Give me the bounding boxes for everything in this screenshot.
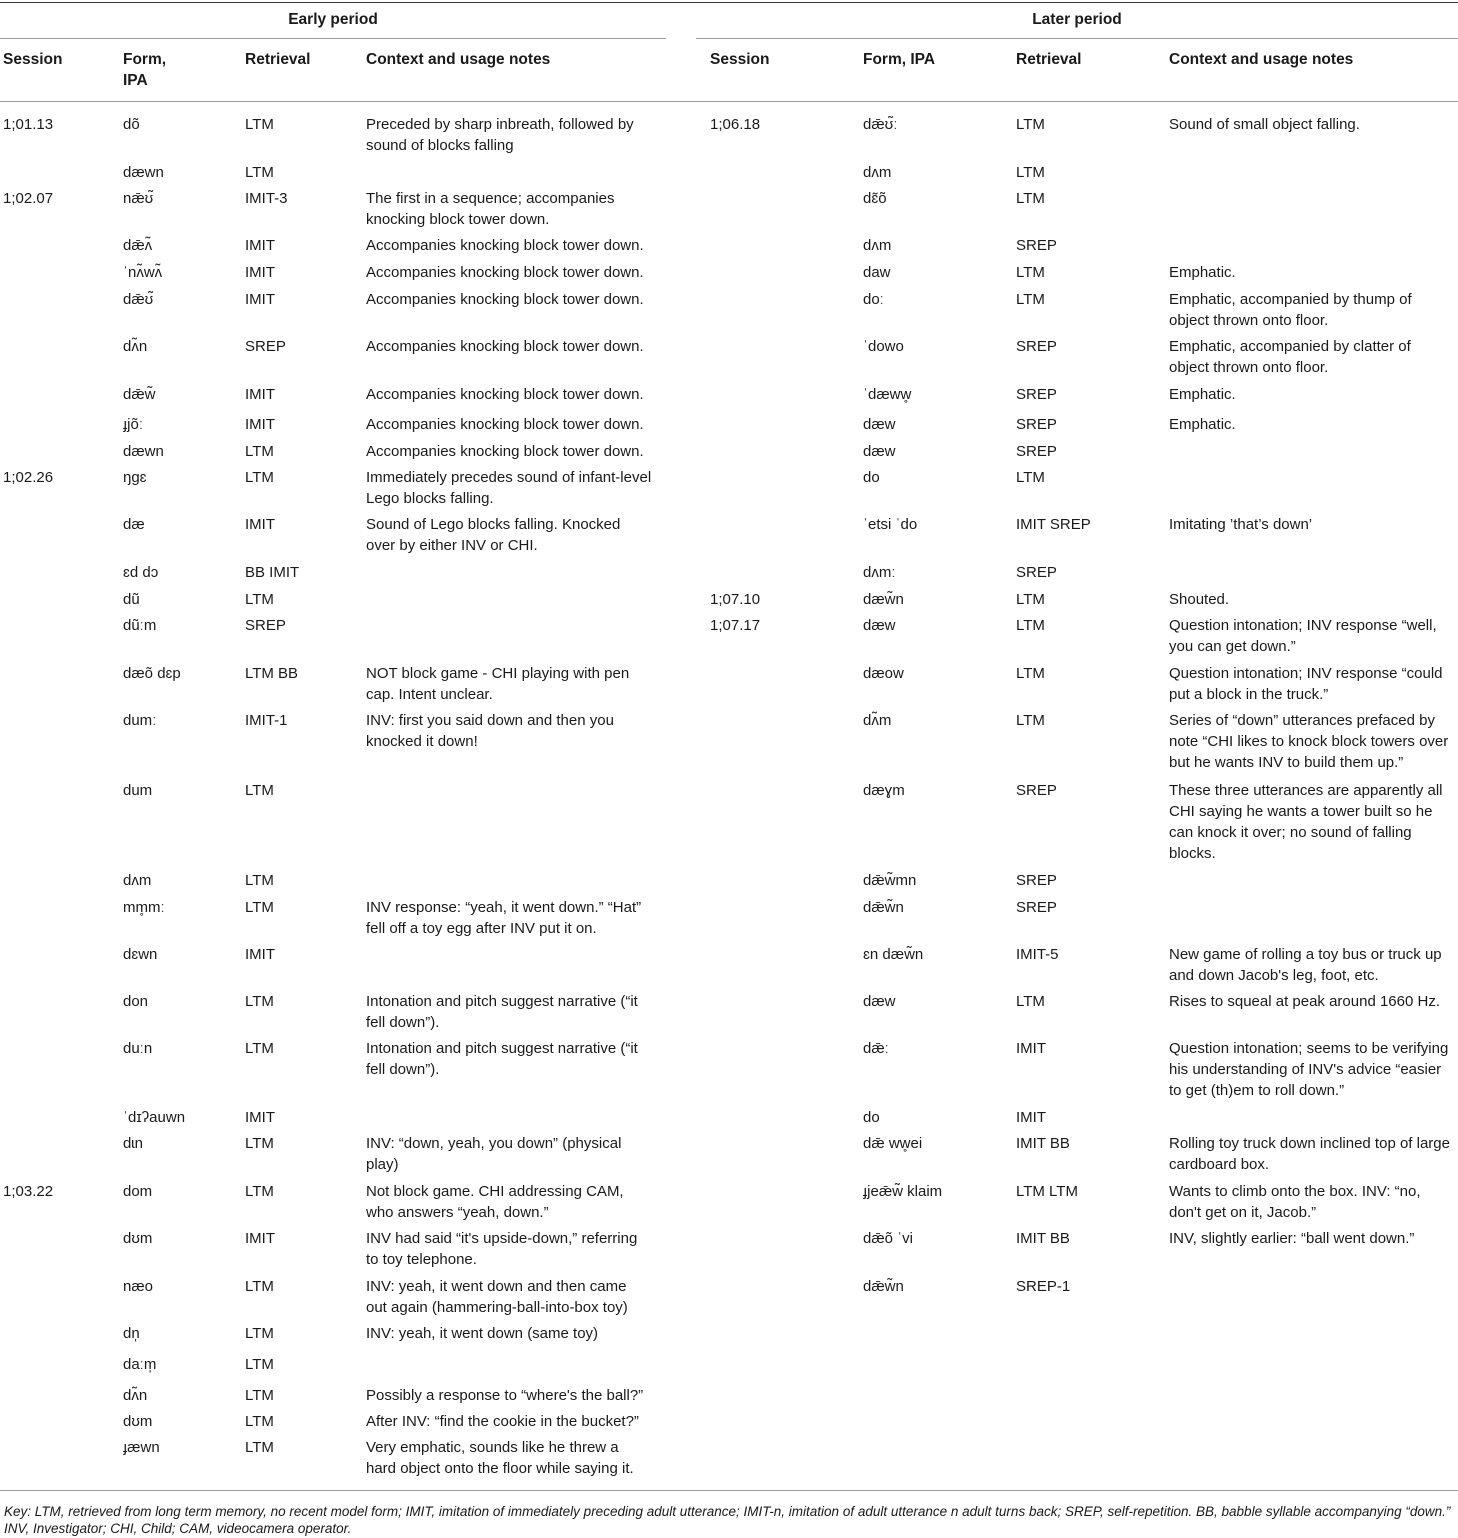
early-form-cell: nǣʊ̃	[123, 190, 154, 207]
early-form-cell: dæ	[123, 516, 145, 533]
later-retrieval-cell: LTM LTM	[1016, 1183, 1078, 1200]
early-retrieval-cell: LTM	[245, 1356, 274, 1373]
early-retrieval-cell: IMIT	[245, 291, 275, 308]
early-retrieval-cell: IMIT	[245, 516, 275, 533]
early-session-cell: 1;03.22	[3, 1183, 54, 1200]
later-retrieval-cell: LTM	[1016, 264, 1045, 281]
later-retrieval-cell: SREP	[1016, 872, 1057, 889]
later-retrieval-cell: LTM	[1016, 291, 1045, 308]
later-form-cell: do	[863, 1109, 880, 1126]
later-retrieval-cell: SREP	[1016, 443, 1057, 460]
later-notes-header: Context and usage notes	[1169, 51, 1354, 68]
early-retrieval-cell: LTM	[245, 899, 274, 916]
early-form-cell: dn̩	[123, 1325, 140, 1342]
early-notes-cell: NOT block game - CHI playing with pen cap. Intent unclear.	[366, 665, 630, 703]
early-notes-cell: INV had said “it's upside-down,” referring to toy telephone.	[366, 1230, 638, 1268]
later-retrieval-cell: SREP	[1016, 899, 1057, 916]
later-form-cell: dæw	[863, 993, 896, 1010]
early-notes-header: Context and usage notes	[366, 51, 551, 68]
later-retrieval-cell: IMIT BB	[1016, 1230, 1070, 1247]
later-form-cell: dǣː	[863, 1040, 889, 1057]
table-bottom-rule	[0, 1490, 1458, 1491]
early-retrieval-header: Retrieval	[245, 51, 311, 68]
early-retrieval-cell: IMIT	[245, 237, 275, 254]
early-form-cell: dũːm	[123, 617, 157, 634]
early-form-cell: ˈnʌ̃wʌ̃	[123, 264, 163, 281]
later-notes-cell: Rises to squeal at peak around 1660 Hz.	[1169, 993, 1441, 1010]
later-form-cell: do	[863, 469, 880, 486]
later-form-cell: dǣ ww̥ei	[863, 1135, 923, 1152]
early-notes-cell: Accompanies knocking block tower down.	[366, 264, 644, 281]
later-retrieval-cell: LTM	[1016, 164, 1045, 181]
early-retrieval-cell: LTM	[245, 591, 274, 608]
later-retrieval-cell: LTM	[1016, 190, 1045, 207]
early-retrieval-cell: SREP	[245, 338, 286, 355]
early-retrieval-cell: LTM	[245, 1325, 274, 1342]
later-form-cell: dǣw̃n	[863, 899, 904, 916]
early-retrieval-cell: LTM	[245, 993, 274, 1010]
early-form-cell: dæwn	[123, 164, 164, 181]
early-form-cell: dɩn	[123, 1135, 144, 1152]
later-form-cell: dʌmː	[863, 564, 896, 581]
later-retrieval-cell: IMIT	[1016, 1040, 1046, 1057]
early-retrieval-cell: LTM	[245, 116, 274, 133]
later-retrieval-cell: LTM	[1016, 469, 1045, 486]
early-retrieval-cell: SREP	[245, 617, 286, 634]
later-retrieval-cell: IMIT-5	[1016, 946, 1059, 963]
later-form-cell: doː	[863, 291, 884, 308]
later-retrieval-cell: IMIT	[1016, 1109, 1046, 1126]
early-notes-cell: Accompanies knocking block tower down.	[366, 416, 644, 433]
early-notes-cell: Accompanies knocking block tower down.	[366, 291, 644, 308]
later-form-cell: ɟjeǣw̃ klaim	[863, 1183, 943, 1200]
early-period-rule	[0, 38, 666, 39]
early-notes-cell: Very emphatic, sounds like he threw a hard object onto the floor while saying it.	[366, 1439, 634, 1477]
early-form-cell: dæõ dɛp	[123, 665, 181, 682]
later-retrieval-cell: LTM	[1016, 993, 1045, 1010]
later-form-cell: ˈdæww̥	[863, 386, 912, 403]
later-retrieval-cell: SREP	[1016, 564, 1057, 581]
early-retrieval-cell: LTM BB	[245, 665, 299, 682]
later-notes-cell: These three utterances are apparently all CHI saying he wants a tower built so he can knock it over; no sound of falling blocks.	[1169, 782, 1443, 862]
early-retrieval-cell: LTM	[245, 164, 274, 181]
early-form-cell: dʊm	[123, 1230, 153, 1247]
early-retrieval-cell: IMIT	[245, 1230, 275, 1247]
early-retrieval-cell: IMIT	[245, 386, 275, 403]
later-form-cell: dǣw̃n	[863, 1278, 904, 1295]
early-form-cell: dom	[123, 1183, 153, 1200]
later-notes-cell: Question intonation; seems to be verifying his understanding of INV's advice “easier to get (th)em to roll down.”	[1169, 1040, 1449, 1099]
later-notes-cell: Rolling toy truck down inclined top of large cardboard box.	[1169, 1135, 1450, 1173]
later-retrieval-cell: SREP	[1016, 782, 1057, 799]
early-notes-cell: INV response: “yeah, it went down.” “Hat” fell off a toy egg after INV put it on.	[366, 899, 642, 937]
early-form-cell: dʊm	[123, 1413, 153, 1430]
later-retrieval-cell: LTM	[1016, 116, 1045, 133]
early-retrieval-cell: LTM	[245, 1135, 274, 1152]
early-notes-cell: Accompanies knocking block tower down.	[366, 386, 644, 403]
early-notes-cell: Intonation and pitch suggest narrative (“it fell down”).	[366, 993, 638, 1031]
table-key-footnote: Key: LTM, retrieved from long term memory, no recent model form; IMIT, imitation of immediately preceding adult utterance; IMIT-n, imitation of adult utterance n adult turns back; SREP, self-repetition. BB, babble syllable accompanying “down.” INV, Investigator; CHI, Child; CAM, videocamera operator.	[4, 1504, 1451, 1536]
header-bottom-rule	[0, 101, 1458, 102]
early-notes-cell: INV: first you said down and then you knocked it down!	[366, 712, 614, 750]
later-notes-cell: Shouted.	[1169, 591, 1230, 608]
early-notes-cell: Possibly a response to “where's the ball?”	[366, 1387, 644, 1404]
later-notes-cell: Series of “down” utterances prefaced by note “CHI likes to knock block towers over but he wants INV to build them up.”	[1169, 712, 1449, 771]
later-form-cell: dæɣm	[863, 782, 905, 799]
early-notes-cell: After INV: “find the cookie in the bucket?”	[366, 1413, 639, 1430]
early-session-cell: 1;01.13	[3, 116, 54, 133]
later-notes-cell: Imitating ’that’s down’	[1169, 516, 1313, 533]
later-form-cell: dʌm	[863, 237, 892, 254]
later-retrieval-cell: LTM	[1016, 617, 1045, 634]
early-form-cell: dǣʊ̃	[123, 291, 154, 308]
early-notes-cell: INV: yeah, it went down and then came out again (hammering-ball-into-box toy)	[366, 1278, 628, 1316]
early-form-cell: dʌm	[123, 872, 152, 889]
early-session-cell: 1;02.26	[3, 469, 54, 486]
early-form-cell: ɟjõː	[123, 416, 144, 433]
early-retrieval-cell: LTM	[245, 872, 274, 889]
early-form-cell: duːn	[123, 1040, 153, 1057]
later-retrieval-cell: SREP	[1016, 416, 1057, 433]
later-retrieval-cell: IMIT SREP	[1016, 516, 1091, 533]
later-notes-cell: Question intonation; INV response “well, you can get down.”	[1169, 617, 1437, 655]
early-session-cell: 1;02.07	[3, 190, 54, 207]
early-notes-cell: Not block game. CHI addressing CAM, who answers “yeah, down.”	[366, 1183, 624, 1221]
later-form-cell: dæow	[863, 665, 904, 682]
later-retrieval-cell: LTM	[1016, 591, 1045, 608]
early-form-cell: dǣw̃	[123, 386, 156, 403]
later-notes-cell: Emphatic.	[1169, 386, 1236, 403]
early-form-cell: ŋgɛ	[123, 469, 147, 486]
early-retrieval-cell: LTM	[245, 1413, 274, 1430]
later-form-cell: ˈdowo	[863, 338, 904, 355]
early-notes-cell: Sound of Lego blocks falling. Knocked over by either INV or CHI.	[366, 516, 621, 554]
later-retrieval-header: Retrieval	[1016, 51, 1082, 68]
early-form-cell: dumː	[123, 712, 157, 729]
later-retrieval-cell: SREP	[1016, 386, 1057, 403]
early-form-cell: dum	[123, 782, 153, 799]
later-form-header: Form, IPA	[863, 51, 936, 68]
later-notes-cell: New game of rolling a toy bus or truck up and down Jacob's leg, foot, etc.	[1169, 946, 1442, 984]
early-form-cell: mm̥mː	[123, 899, 165, 916]
later-session-cell: 1;07.17	[710, 617, 761, 634]
later-retrieval-cell: LTM	[1016, 712, 1045, 729]
early-form-cell: dæwn	[123, 443, 164, 460]
early-notes-cell: Accompanies knocking block tower down.	[366, 443, 644, 460]
early-form-cell: næo	[123, 1278, 154, 1295]
early-notes-cell: INV: “down, yeah, you down” (physical play)	[366, 1135, 622, 1173]
later-form-cell: dæw̃n	[863, 591, 904, 608]
early-form-cell: dɛwn	[123, 946, 158, 963]
early-form-cell: ˈdɪʔauwn	[123, 1109, 186, 1126]
early-retrieval-cell: IMIT	[245, 416, 275, 433]
early-notes-cell: INV: yeah, it went down (same toy)	[366, 1325, 599, 1342]
later-notes-cell: Sound of small object falling.	[1169, 116, 1360, 133]
later-form-cell: dæw	[863, 617, 896, 634]
later-retrieval-cell: LTM	[1016, 665, 1045, 682]
later-retrieval-cell: SREP	[1016, 237, 1057, 254]
early-form-cell: ɟæwn	[123, 1439, 160, 1456]
later-period-heading: Later period	[1032, 11, 1122, 28]
early-form-header: Form, IPA	[123, 51, 167, 89]
early-retrieval-cell: LTM	[245, 1439, 274, 1456]
early-form-cell: don	[123, 993, 149, 1010]
early-form-cell: dʌ̃n	[123, 338, 148, 355]
early-form-cell: dõ	[123, 116, 140, 133]
later-notes-cell: INV, slightly earlier: “ball went down.”	[1169, 1230, 1415, 1247]
later-period-rule	[696, 38, 1458, 39]
later-form-cell: ɛn dæw̃n	[863, 946, 924, 963]
early-form-cell: ɛd dɔ	[123, 564, 159, 581]
later-form-cell: dɛ̃õ	[863, 190, 887, 207]
early-retrieval-cell: LTM	[245, 1183, 274, 1200]
early-notes-cell: Accompanies knocking block tower down.	[366, 338, 644, 355]
early-form-cell: dǣʌ̃	[123, 237, 153, 254]
later-form-cell: dæw	[863, 416, 896, 433]
early-notes-cell: Immediately precedes sound of infant-level Lego blocks falling.	[366, 469, 652, 507]
later-form-cell: dǣõ ˈvi	[863, 1230, 914, 1247]
early-notes-cell: The first in a sequence; accompanies knocking block tower down.	[366, 190, 615, 228]
later-retrieval-cell: IMIT BB	[1016, 1135, 1070, 1152]
early-form-cell: dũ	[123, 591, 140, 608]
early-notes-cell: Accompanies knocking block tower down.	[366, 237, 644, 254]
early-notes-cell: Preceded by sharp inbreath, followed by sound of blocks falling	[366, 116, 634, 154]
later-form-cell: dǣʊ̃ː	[863, 116, 898, 133]
later-notes-cell: Wants to climb onto the box. INV: “no, don't get on it, Jacob.”	[1169, 1183, 1421, 1221]
early-period-heading: Early period	[288, 11, 378, 28]
early-retrieval-cell: LTM	[245, 1278, 274, 1295]
later-form-cell: dæw	[863, 443, 896, 460]
later-notes-cell: Emphatic.	[1169, 264, 1236, 281]
later-notes-cell: Question intonation; INV response “could put a block in the truck.”	[1169, 665, 1443, 703]
later-retrieval-cell: SREP-1	[1016, 1278, 1071, 1295]
later-form-cell: dʌm	[863, 164, 892, 181]
table-top-rule	[0, 2, 1458, 3]
later-notes-cell: Emphatic.	[1169, 416, 1236, 433]
early-retrieval-cell: LTM	[245, 469, 274, 486]
early-retrieval-cell: LTM	[245, 1387, 274, 1404]
later-session-cell: 1;06.18	[710, 116, 761, 133]
early-notes-cell: Intonation and pitch suggest narrative (“it fell down”).	[366, 1040, 638, 1078]
later-retrieval-cell: SREP	[1016, 338, 1057, 355]
early-retrieval-cell: IMIT-1	[245, 712, 288, 729]
early-retrieval-cell: LTM	[245, 1040, 274, 1057]
later-notes-cell: Emphatic, accompanied by thump of object thrown onto floor.	[1169, 291, 1412, 329]
early-retrieval-cell: LTM	[245, 443, 274, 460]
early-retrieval-cell: BB IMIT	[245, 564, 300, 581]
early-retrieval-cell: IMIT	[245, 264, 275, 281]
later-form-cell: dʌ̃m	[863, 712, 892, 729]
early-form-cell: daːm̩	[123, 1356, 157, 1373]
early-form-cell: dʌ̃n	[123, 1387, 148, 1404]
early-session-header: Session	[3, 51, 63, 68]
later-form-cell: ˈetsi ˈdo	[863, 516, 918, 533]
early-retrieval-cell: IMIT	[245, 1109, 275, 1126]
later-session-cell: 1;07.10	[710, 591, 761, 608]
early-retrieval-cell: LTM	[245, 782, 274, 799]
later-session-header: Session	[710, 51, 770, 68]
early-retrieval-cell: IMIT	[245, 946, 275, 963]
early-retrieval-cell: IMIT-3	[245, 190, 288, 207]
later-form-cell: dǣw̃mn	[863, 872, 917, 889]
later-notes-cell: Emphatic, accompanied by clatter of object thrown onto floor.	[1169, 338, 1411, 376]
later-form-cell: daw	[863, 264, 891, 281]
